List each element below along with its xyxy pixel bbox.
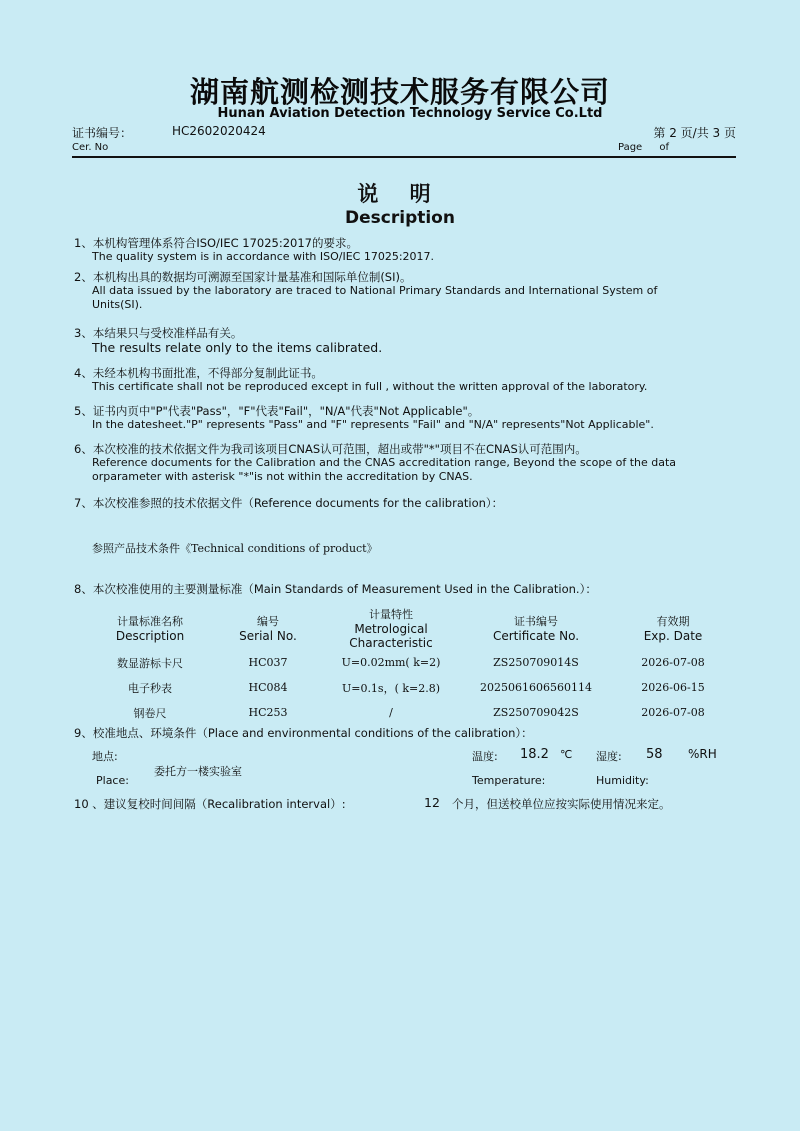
table-cell: 数显游标卡尺: [117, 656, 183, 670]
column-header: 编号 Serial No.: [239, 615, 297, 643]
item-text-en: The results relate only to the items calibrated.: [92, 340, 383, 355]
table-row: [80, 700, 740, 725]
description-item-5: [74, 404, 734, 432]
description-item-4: [74, 366, 734, 394]
section-title-cn: 说 明: [357, 182, 443, 206]
table-cell: 2026-06-15: [641, 681, 705, 694]
page-indicator-en: Page of: [618, 142, 670, 153]
item-text-cn: 7、本次校准参照的技术依据文件（Reference documents for the calibration）：: [74, 496, 504, 510]
description-item-6: [74, 442, 734, 484]
header-divider: [72, 156, 736, 158]
item-text-en: The quality system is in accordance with ISO/IEC 17025:2017.: [92, 250, 435, 263]
humidity-value: 58: [646, 747, 663, 762]
place-value: 委托方一楼实验室: [154, 765, 242, 778]
place-label-en: Place:: [96, 774, 129, 787]
description-item-2: [74, 270, 734, 312]
column-header: 有效期 Exp. Date: [643, 615, 703, 643]
humidity-unit: %RH: [688, 747, 717, 761]
item-text-en: Reference documents for the Calibration and the CNAS accreditation range, Beyond the scope of the data orparameter with asterisk "*"is not within the accreditation by CNAS.: [92, 456, 677, 483]
environment-heading: [74, 726, 734, 740]
table-row: [80, 675, 740, 700]
column-header: 证书编号 Certificate No.: [492, 615, 580, 643]
company-name-en: Hunan Aviation Detection Technology Service Co.Ltd: [217, 106, 603, 121]
recalibration-value: 12: [424, 795, 440, 810]
section-title-en: Description: [345, 208, 455, 228]
description-item-1: [74, 236, 734, 264]
table-cell: 电子秒表: [128, 681, 172, 695]
table-cell: U=0.1s，( k=2.8): [341, 681, 441, 695]
table-cell: 2026-07-08: [641, 706, 705, 719]
table-cell: ZS250709042S: [493, 706, 579, 719]
recalibration-note: 个月，但送校单位应按实际使用情况来定。: [452, 797, 671, 811]
item-text-en: All data issued by the laboratory are traced to National Primary Standards and International System of Units(SI).: [92, 284, 658, 311]
description-item-3: [74, 326, 734, 356]
temperature-unit: ℃: [560, 748, 573, 761]
place-label-cn: 地点:: [92, 750, 118, 763]
table-cell: HC084: [248, 681, 288, 694]
table-cell: U=0.02mm( k=2): [341, 656, 441, 669]
temperature-label-cn: 温度:: [472, 750, 498, 763]
item-text-en: In the datesheet."P" represents "Pass" and "F" represents "Fail" and "N/A" represents"Not Applicable".: [92, 418, 654, 431]
column-header: 计量特性 Metrological Characteristic: [349, 608, 433, 650]
item-text-cn: 3、本结果只与受校准样品有关。: [74, 326, 243, 340]
company-name-cn: 湖南航测检测技术服务有限公司: [189, 75, 610, 109]
table-header-row: [80, 606, 740, 650]
table-cell: /: [389, 706, 393, 719]
page-indicator-cn: 第 2 页/共 3 页: [653, 126, 736, 140]
item-text-cn: 4、未经本机构书面批准，不得部分复制此证书。: [74, 366, 323, 380]
table-cell: 2026-07-08: [641, 656, 705, 669]
cert-label-cn: 证书编号：: [72, 126, 133, 140]
temperature-label-en: Temperature:: [472, 774, 546, 787]
table-cell: 2025061606560114: [480, 681, 592, 694]
item-text-en: This certificate shall not be reproduced except in full , without the written approval of the laboratory.: [92, 380, 648, 393]
reference-documents: 参照产品技术条件《Technical conditions of product》: [92, 542, 378, 555]
cert-number: HC2602020424: [172, 124, 266, 138]
table-cell: ZS250709014S: [493, 656, 579, 669]
table-cell: HC037: [248, 656, 288, 669]
table-cell: HC253: [248, 706, 288, 719]
standards-heading-text: 8、本次校准使用的主要测量标准（Main Standards of Measurement Used in the Calibration.）：: [74, 582, 597, 596]
item-text-cn: 5、证书内页中"P"代表"Pass"，"F"代表"Fail"，"N/A"代表"Not Applicable"。: [74, 404, 480, 418]
item-text-cn: 6、本次校准的技术依据文件为我司该项目CNAS认可范围，超出或带"*"项目不在CNAS认可范围内。: [74, 442, 587, 456]
standards-table: [80, 606, 740, 725]
table-cell: 钢卷尺: [133, 706, 167, 720]
description-item-7: [74, 496, 734, 510]
column-header: 计量标准名称 Description: [115, 615, 185, 643]
humidity-label-cn: 湿度:: [596, 750, 622, 763]
certificate-info-row: [72, 124, 736, 156]
table-row: [80, 650, 740, 675]
humidity-label-en: Humidity:: [596, 774, 649, 787]
cert-label-en: Cer. No: [72, 142, 109, 153]
item-text-cn: 2、本机构出具的数据均可溯源至国家计量基准和国际单位制(SI)。: [74, 270, 412, 284]
item-text-cn: 1、本机构管理体系符合ISO/IEC 17025:2017的要求。: [74, 236, 358, 250]
temperature-value: 18.2: [520, 747, 549, 762]
environment-heading-text: 9、校准地点、环境条件（Place and environmental conditions of the calibration）：: [74, 726, 533, 740]
recalibration-label: 10 、建议复校时间间隔（Recalibration interval）:: [74, 797, 346, 811]
standards-heading: [74, 582, 734, 596]
